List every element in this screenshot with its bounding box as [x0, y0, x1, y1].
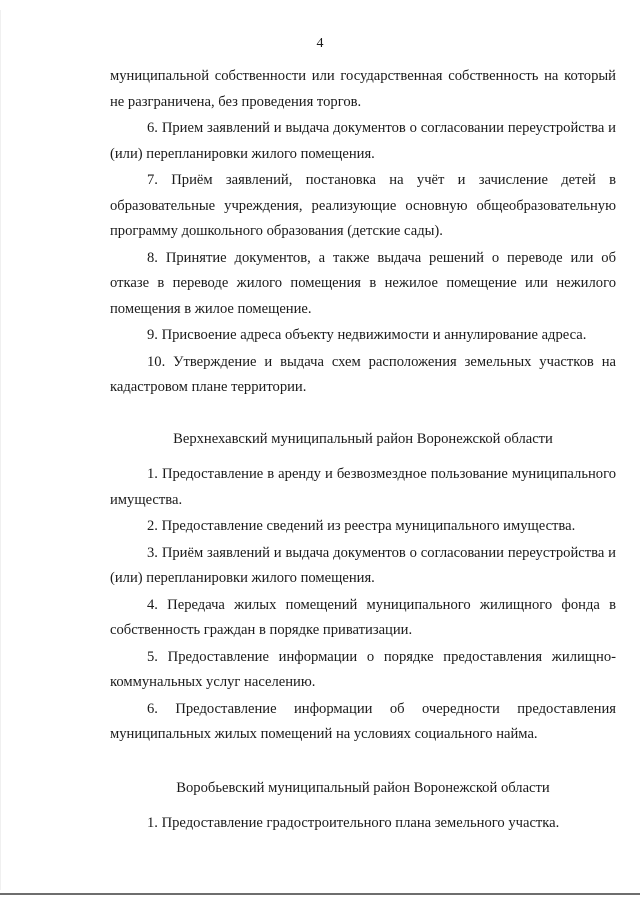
- page-content: [110, 64, 616, 837]
- list-item-6: 6. Прием заявлений и выдача документов о согласовании переустройства и (или) перепланировки жилого помещения.: [110, 120, 616, 162]
- page-number: 4: [316, 36, 324, 51]
- list-item-8: 8. Принятие документов, а также выдача решений о переводе или об отказе в переводе жилого помещения в нежилое помещение или нежилого помещения в жилое помещение.: [110, 249, 616, 317]
- section2-item-1: 1. Предоставление в аренду и безвозмездное пользование муниципального имущества.: [110, 466, 616, 508]
- section-heading-vorobyevsky: Воробьевский муниципальный район Воронежской области: [176, 779, 550, 796]
- section2-item-2: 2. Предоставление сведений из реестра муниципального имущества.: [147, 518, 576, 534]
- list-item-7: 7. Приём заявлений, постановка на учёт и зачисление детей в образовательные учреждения, реализующие основную общеобразовательную программу дошкольного образования (детские сады).: [110, 172, 616, 239]
- bottom-scan-rule: [0, 893, 640, 895]
- scan-edge: [0, 10, 1, 890]
- section2-item-4: 4. Передача жилых помещений муниципального жилищного фонда в собственность граждан в порядке приватизации.: [110, 596, 616, 638]
- section2-item-5: 5. Предоставление информации о порядке предоставления жилищно-коммунальных услуг населению.: [110, 648, 616, 690]
- paragraph-continuation: муниципальной собственности или государственная собственность на который не разграничена, без проведения торгов.: [110, 68, 616, 110]
- list-item-9: 9. Присвоение адреса объекту недвижимости и аннулирование адреса.: [147, 327, 587, 343]
- list-item-10: 10. Утверждение и выдача схем расположения земельных участков на кадастровом плане территории.: [110, 353, 616, 395]
- section2-item-3: 3. Приём заявлений и выдача документов о согласовании переустройства и (или) перепланировки жилого помещения.: [110, 544, 616, 586]
- section3-item-1: 1. Предоставление градостроительного плана земельного участка.: [147, 815, 560, 831]
- section2-item-6: 6. Предоставление информации об очередности предоставления муниципальных жилых помещений на условиях социального найма.: [110, 700, 616, 742]
- section-heading-verkhnekhavsky: Верхнехавский муниципальный район Воронежской области: [173, 430, 553, 447]
